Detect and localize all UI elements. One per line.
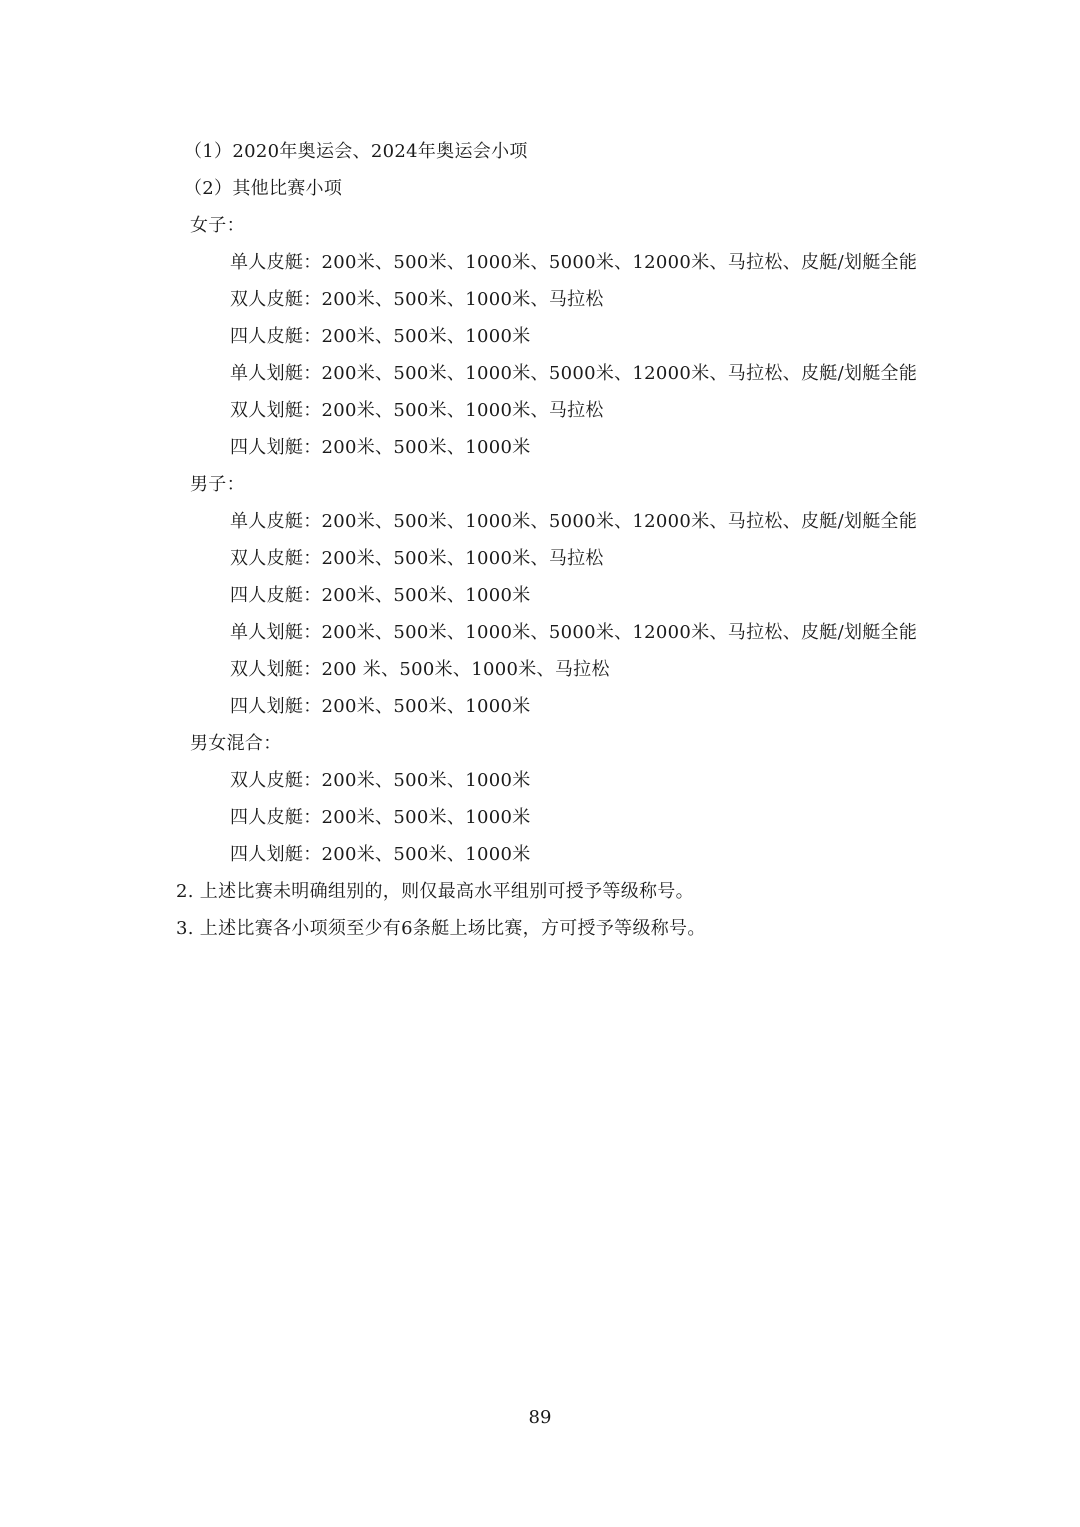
women-event-line: 四人划艇：200米、500米、1000米 xyxy=(230,437,531,458)
note-item: 2. 上述比赛未明确组别的，则仅最高水平组别可授予等级称号。 xyxy=(176,881,694,902)
men-label: 男子： xyxy=(190,474,245,495)
women-event-line: 四人皮艇：200米、500米、1000米 xyxy=(230,326,531,347)
other-events-heading: （2）其他比赛小项 xyxy=(184,178,343,199)
women-event-line: 双人皮艇：200米、500米、1000米、马拉松 xyxy=(230,289,604,310)
men-event-line: 单人皮艇：200米、500米、1000米、5000米、12000米、马拉松、皮艇/划艇全能 xyxy=(230,511,918,532)
mixed-event-line: 四人划艇：200米、500米、1000米 xyxy=(230,844,531,865)
page-number: 89 xyxy=(528,1407,552,1428)
women-event-line: 双人划艇：200米、500米、1000米、马拉松 xyxy=(230,400,604,421)
mixed-label: 男女混合： xyxy=(190,733,282,754)
men-event-line: 双人划艇：200 米、500米、1000米、马拉松 xyxy=(230,659,610,680)
olympic-events-heading: （1）2020年奥运会、2024年奥运会小项 xyxy=(184,141,528,162)
mixed-event-line: 四人皮艇：200米、500米、1000米 xyxy=(230,807,531,828)
women-label: 女子： xyxy=(190,215,245,236)
men-event-line: 四人划艇：200米、500米、1000米 xyxy=(230,696,531,717)
men-event-line: 双人皮艇：200米、500米、1000米、马拉松 xyxy=(230,548,604,569)
mixed-event-line: 双人皮艇：200米、500米、1000米 xyxy=(230,770,531,791)
women-event-line: 单人划艇：200米、500米、1000米、5000米、12000米、马拉松、皮艇/划艇全能 xyxy=(230,363,918,384)
note-item: 3. 上述比赛各小项须至少有6条艇上场比赛，方可授予等级称号。 xyxy=(176,918,706,939)
men-event-line: 单人划艇：200米、500米、1000米、5000米、12000米、马拉松、皮艇/划艇全能 xyxy=(230,622,918,643)
women-event-line: 单人皮艇：200米、500米、1000米、5000米、12000米、马拉松、皮艇/划艇全能 xyxy=(230,252,918,273)
men-event-line: 四人皮艇：200米、500米、1000米 xyxy=(230,585,531,606)
